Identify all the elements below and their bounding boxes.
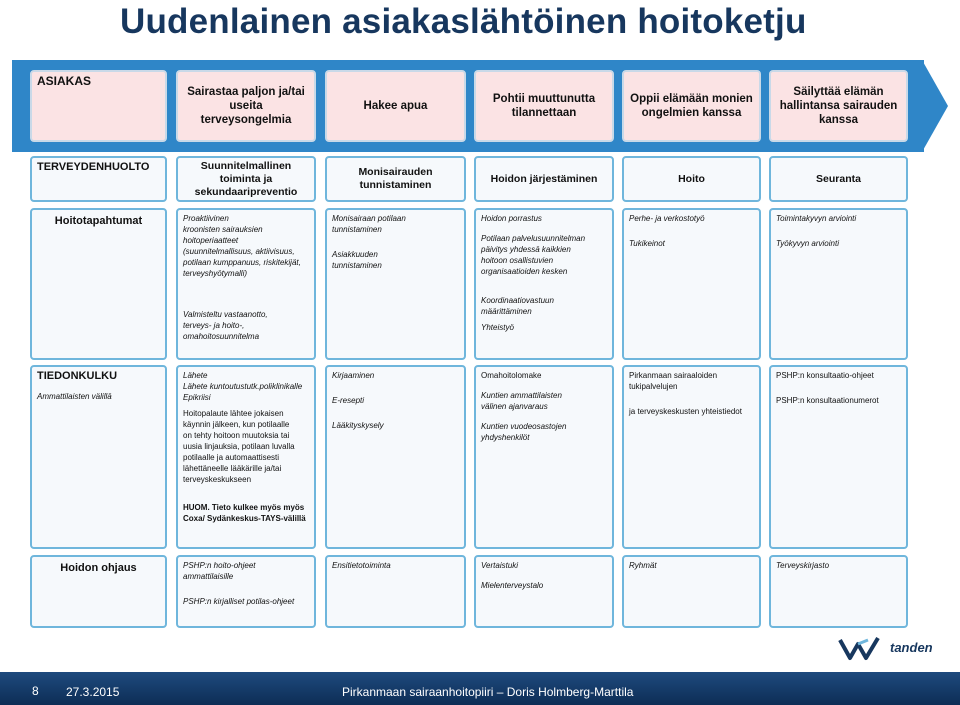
terveydenhuolto-label-box xyxy=(30,156,167,202)
col3c-line: Koordinaatiovastuun xyxy=(481,296,554,305)
phase-3-label: Hoidon järjestäminen xyxy=(490,173,598,185)
col1a-line: Lähete xyxy=(183,371,208,380)
ohjaus-col2-line: Ensitietotoiminta xyxy=(332,561,391,570)
page-title: Uudenlainen asiakaslähtöinen hoitoketju xyxy=(120,2,807,41)
phase-2 xyxy=(325,156,466,202)
phase-5-label: Seuranta xyxy=(816,173,861,185)
col2b-line: E-resepti xyxy=(332,396,365,405)
col4a-line: tukipalvelujen xyxy=(629,382,678,391)
col1b-line: potilaalle ja automaattisesti xyxy=(183,453,280,462)
tanden-logo-icon xyxy=(838,636,888,662)
col3b-line: Kuntien ammattilaisten xyxy=(481,391,562,400)
col3a-line: Hoidon porrastus xyxy=(481,214,542,223)
hoitotapahtumat-label: Hoitotapahtumat xyxy=(54,215,143,227)
col3b-line: hoitoon osallistuvien xyxy=(481,256,554,265)
col1b-line: on tehty hoitoon muutoksia tai xyxy=(183,431,290,440)
tiedonkulku-col5 xyxy=(769,365,908,549)
ohjaus-col1 xyxy=(176,555,316,628)
col5a-line: PSHP:n konsultaatio-ohjeet xyxy=(776,371,874,380)
col2b-line: tunnistaminen xyxy=(332,261,382,270)
col4b-line: ja terveyskeskusten yhteistiedot xyxy=(629,407,742,416)
hoitotapahtumat-col4 xyxy=(622,208,761,360)
asiakas-step-4 xyxy=(622,70,761,142)
col1-top-line: kroonisten sairauksien xyxy=(183,225,263,234)
col4b-line: Tukikeinot xyxy=(629,239,665,248)
terveydenhuolto-label: TERVEYDENHUOLTO xyxy=(37,161,150,173)
col1b-line: uusia linjauksia, potilaan luvalla xyxy=(183,442,295,451)
tiedonkulku-col4 xyxy=(622,365,761,549)
phase-3 xyxy=(474,156,614,202)
col1-top-line: Proaktiivinen xyxy=(183,214,229,223)
logo-text: tanden xyxy=(890,640,933,655)
asiakas-step-4-label: Oppii elämään monien ongelmien kanssa xyxy=(630,93,753,119)
footer-date: 27.3.2015 xyxy=(66,685,120,699)
asiakas-step-3 xyxy=(474,70,614,142)
asiakas-step-1 xyxy=(176,70,316,142)
col5a-line: Toimintakyvyn arviointi xyxy=(776,214,857,223)
col1-bottom-line: Valmisteltu vastaanotto, xyxy=(183,310,268,319)
hoitotapahtumat-col5 xyxy=(769,208,908,360)
col1-bottom-line: omahoitosuunnitelma xyxy=(183,332,260,341)
asiakas-step-3-label: Pohtii muuttunutta tilannettaan xyxy=(492,93,596,119)
ohjaus-label: Hoidon ohjaus xyxy=(60,562,137,574)
phase-5 xyxy=(769,156,908,202)
col1a-line: Epikriisi xyxy=(183,393,211,402)
col1c-line: Coxa/ Sydänkeskus-TAYS-välillä xyxy=(183,514,306,523)
col3b-line: Potilaan palvelusuunnitelman xyxy=(481,234,586,243)
phase-4 xyxy=(622,156,761,202)
col3d-line: Yhteistyö xyxy=(481,323,514,332)
asiakas-step-5-label: Säilyttää elämän hallintansa sairauden kanssa xyxy=(779,86,898,126)
page-number: 8 xyxy=(32,684,39,698)
col5b-line: Työkyvyn arviointi xyxy=(776,239,839,248)
tiedonkulku-sub: Ammattilaisten välillä xyxy=(37,392,112,401)
asiakas-label-box xyxy=(30,70,167,142)
ohjaus-col4-line: Ryhmät xyxy=(629,561,657,570)
tiedonkulku-col1 xyxy=(176,365,316,549)
ohjaus-label-box xyxy=(30,555,167,628)
footer-organization: Pirkanmaan sairaanhoitopiiri – Doris Holmberg-Marttila xyxy=(342,685,634,699)
ohjaus-col3 xyxy=(474,555,614,628)
ohjaus-col1a-line: PSHP:n hoito-ohjeet xyxy=(183,561,256,570)
tiedonkulku-label: TIEDONKULKU xyxy=(37,370,118,382)
col1-top-line: potilaan kumppanuus, riskitekijät, xyxy=(183,258,301,267)
col2c-line: Lääkityskysely xyxy=(332,421,384,430)
phase-4-label: Hoito xyxy=(678,173,705,185)
ohjaus-col5 xyxy=(769,555,908,628)
asiakas-step-2 xyxy=(325,70,466,142)
col3c-line: määrittäminen xyxy=(481,307,532,316)
ohjaus-col3a-line: Vertaistuki xyxy=(481,561,519,570)
hoitotapahtumat-label-box xyxy=(30,208,167,360)
tiedonkulku-col2 xyxy=(325,365,466,549)
col1a-line: Lähete kuntoutustutk.poliklinikalle xyxy=(183,382,303,391)
col2a-line: Kirjaaminen xyxy=(332,371,375,380)
col2-line: tunnistaminen xyxy=(332,225,382,234)
col2-line: Monisairaan potilaan xyxy=(332,214,406,223)
col1b-line: lähettäneelle lääkärille ja/tai xyxy=(183,464,282,473)
col1-top-line: (suunnitelmallisuus, aktiivisuus, xyxy=(183,247,295,256)
col5b-line: PSHP:n konsultaationumerot xyxy=(776,396,879,405)
col4a-line: Perhe- ja verkostotyö xyxy=(629,214,705,223)
col4a-line: Pirkanmaan sairaaloiden xyxy=(629,371,718,380)
col1b-line: käynnin jälkeen, kun potilaalle xyxy=(183,420,290,429)
ohjaus-col1b-line: PSHP:n kirjalliset potilas-ohjeet xyxy=(183,597,295,606)
col3c-line: Kuntien vuodeosastojen xyxy=(481,422,567,431)
col1-top-line: terveyshyötymalli) xyxy=(183,269,248,278)
ohjaus-col4 xyxy=(622,555,761,628)
ohjaus-col3b-line: Mielenterveystalo xyxy=(481,581,544,590)
col2b-line: Asiakkuuden xyxy=(332,250,378,259)
asiakas-step-5 xyxy=(769,70,908,142)
phase-2-label: Monisairauden tunnistaminen xyxy=(358,166,433,191)
col3c-line: yhdyshenkilöt xyxy=(481,433,530,442)
asiakas-step-1-label: Sairastaa paljon ja/tai useita terveysongelmia xyxy=(187,86,305,126)
col1-bottom-line: terveys- ja hoito-, xyxy=(183,321,245,330)
hoitotapahtumat-col3 xyxy=(474,208,614,360)
hoitotapahtumat-col2 xyxy=(325,208,466,360)
col3b-line: päivitys yhdessä kaikkien xyxy=(481,245,571,254)
col3b-line: organisaatioiden kesken xyxy=(481,267,568,276)
col1b-line: terveyskeskukseen xyxy=(183,475,252,484)
ohjaus-col1a-line: ammattilaisille xyxy=(183,572,234,581)
asiakas-label: ASIAKAS xyxy=(37,74,92,88)
ohjaus-col2 xyxy=(325,555,466,628)
hoitotapahtumat-col1 xyxy=(176,208,316,360)
tiedonkulku-col3 xyxy=(474,365,614,549)
phase-1 xyxy=(176,156,316,202)
col1b-line: Hoitopalaute lähtee jokaisen xyxy=(183,409,284,418)
tiedonkulku-label-box xyxy=(30,365,167,549)
col1c-line: HUOM. Tieto kulkee myös myös xyxy=(183,503,305,512)
col3a-line: Omahoitolomake xyxy=(481,371,542,380)
arrow-head-icon xyxy=(922,60,950,152)
col3b-line: välinen ajanvaraus xyxy=(481,402,548,411)
phase-1-label: Suunnitelmallinen toiminta ja sekundaaripreventio xyxy=(194,159,298,198)
col1-top-line: hoitoperiaatteet xyxy=(183,236,239,245)
asiakas-step-2-label: Hakee apua xyxy=(363,100,428,112)
ohjaus-col5-line: Terveyskirjasto xyxy=(776,561,830,570)
